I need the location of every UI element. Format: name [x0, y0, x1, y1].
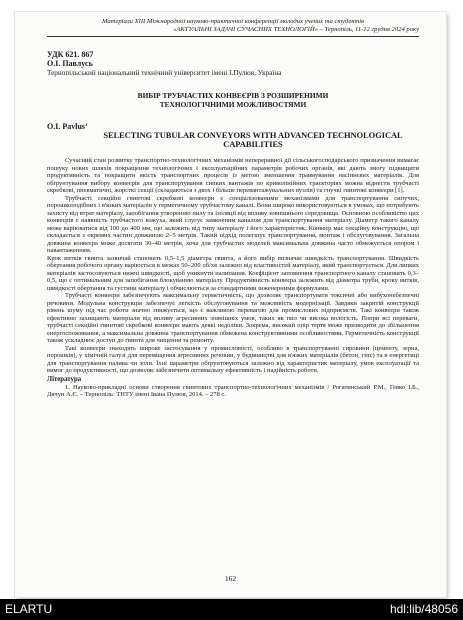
author-en: O.I. Pavlus’: [47, 122, 88, 131]
paragraph: Трубчасті секційні гвинтові скребкові конвеєри є спеціалізованими механізмами для транспортування сипучих, порошкоподібних і в'язких матеріалів у герметичному трубчастому каналі. Вони широко використовуються в умовах, що потребують захисту від втрат матеріалу, запобігання утворенню пилу та ізоляції від впливу зовнішнього середовища. Основною особливістю цих конвеєрів є наявність трубчастого кожуха, який слугує замкненим каналом для транспортування матеріалу. Діаметр такого каналу може варіюватися від 100 до 400 мм, що залежить від типу матеріалу і його характеристик. Конвеєр має секційну конструкцію, що складається з окремих частин довжиною 2–5 метрів. Такий підхід полегшує транспортування, монтаж і обслуговування. Загальна довжина конвеєра може досягати 30–40 метрів, хоча для трубчастих моделей максимальна довжина часто обмежується опором і навантаженням.: [47, 194, 419, 254]
title-ua-line-1: ВИБІР ТРУБЧАСТИХ КОНВЕЄРІВ З РОЗШИРЕНИМИ: [137, 91, 329, 100]
header-line-2: «АКТУАЛЬНІ ЗАДАЧІ СУЧАСНИХ ТЕХНОЛОГІЙ» – Тернопіль, 11-12 грудня 2024 року: [173, 26, 419, 33]
title-en: [87, 131, 419, 149]
paragraph: Крок витків гвинта зазвичай становить 0,5–1,5 діаметра гвинта, а його вибір визначає швидкість транспортування. Швидкість обертання робочого органу варіюється в межах 50–200 об/хв залежно від властивостей матеріалу, який транспортується. Для липких матеріалів застосовуються нижчі швидкості, щоб уникнути налипання. Коефіцієнт заповнення транспортного каналу становить 0,3–0,5, що є оптимальним для запобігання блокуванню матеріалу. Продуктивність конвеєра залежить від діаметра труби, кроку витків, швидкості обертання та густини матеріалу і обчислюється за стандартними інженерними формулами.: [47, 254, 419, 292]
paragraph: Такі конвеєри знаходять широке застосування у промисловості, особливо в транспортуванні сировини (цементу, зерна, порошків), у хімічній галузі для переміщення агресивних речовин, у будівництві для в'язких матеріалів (бетон, гіпс) та в енергетиці для транспортування палива чи золи. Їхні параметри обґрунтовуються залежно від характеристик матеріалу, умов експлуатації та вимог до продуктивності, що дозволяє забезпечити оптимальну ефективність і надійність роботи.: [47, 344, 419, 374]
literature-heading: Література: [47, 375, 82, 383]
conference-header: [47, 18, 419, 37]
paragraph: Сучасний стан розвитку транспортно-технологічних механізмів непереривної дії сільськогосподарського призначення вимагає пошуку нових шляхів покращення технологічних і експлуатаційних параметрів робочих органів, які дають змогу підвищити продуктивність та покращити якість транспортних процесів із метою зменшення травмування насіннєвих матеріалів. Для обґрунтування вибору конвеєрів для транспортування сипких вантажів по криволінійних траєкторіях можна віднести трубчасті скребкові, пневматичні, жорсткі секції (складаються з двох і більше перевантажувальних вузлів) та гнучкі гвинтові конвеєри [1].: [47, 157, 419, 194]
udc-code: УДК 621. 867: [47, 50, 94, 59]
title-en-line-1: SELECTING TUBULAR CONVEYORS WITH ADVANCED TECHNOLOGICAL: [103, 131, 403, 140]
affiliation: Тернопільський національний технічний університет імені І.Пулюя, Україна: [47, 69, 282, 77]
paragraph: Трубчасті конвеєри забезпечують максимальну герметичність, що дозволяє транспортувати токсичні або вибухонебезпечні речовини. Модульна конструкція забезпечує легкість обслуговування та можливість модернізації. Завдяки закритій конструкції рівень шуму під час роботи значно знижується, що є важливою перевагою для промислових підприємств. Такі конвеєри також ефективно захищають матеріали від впливу агресивних зовнішніх умов, таких як пил чи висока вологість. Попри всі переваги, трубчасті секційні гвинтові скребкові конвеєри мають деякі недоліки. Зокрема, високий опір тертя може призводити до збільшення енергоспоживання, а максимальна довжина транспортування обмежена конструктивними особливостями. Герметичність конструкції також ускладнює доступ до гвинта для чищення та ремонту.: [47, 292, 419, 344]
header-line-1: Матеріали XIII Міжнародної науково-практичної конференції молодих учених та студентів: [101, 18, 364, 25]
title-ua-line-2: ТЕХНОЛОГІЧНИМИ МОЖЛИВОСТЯМИ: [159, 100, 307, 109]
footer-repository-label: ELARTU: [5, 602, 53, 616]
footer-handle-link[interactable]: hdl:lib/48056: [389, 602, 458, 616]
article-body: [47, 157, 419, 399]
title-ua: [47, 91, 419, 109]
title-en-line-2: CAPABILITIES: [223, 140, 283, 149]
footer-bar: [0, 599, 463, 620]
page-number: 162: [224, 574, 237, 583]
document-page: [15, 12, 446, 597]
author-ua: О.І. Павлусь: [47, 59, 93, 68]
reference-item: 1. Науково-прикладні основи створення гвинтових транспортно-технологічних механізмів / Рогатинський Р.М., Гевко І.Б., Дячун А.Є. – Тернопіль: ТНТУ імені Івана Пулюя, 2014. – 278 с.: [47, 383, 419, 398]
page-content: [47, 18, 419, 399]
